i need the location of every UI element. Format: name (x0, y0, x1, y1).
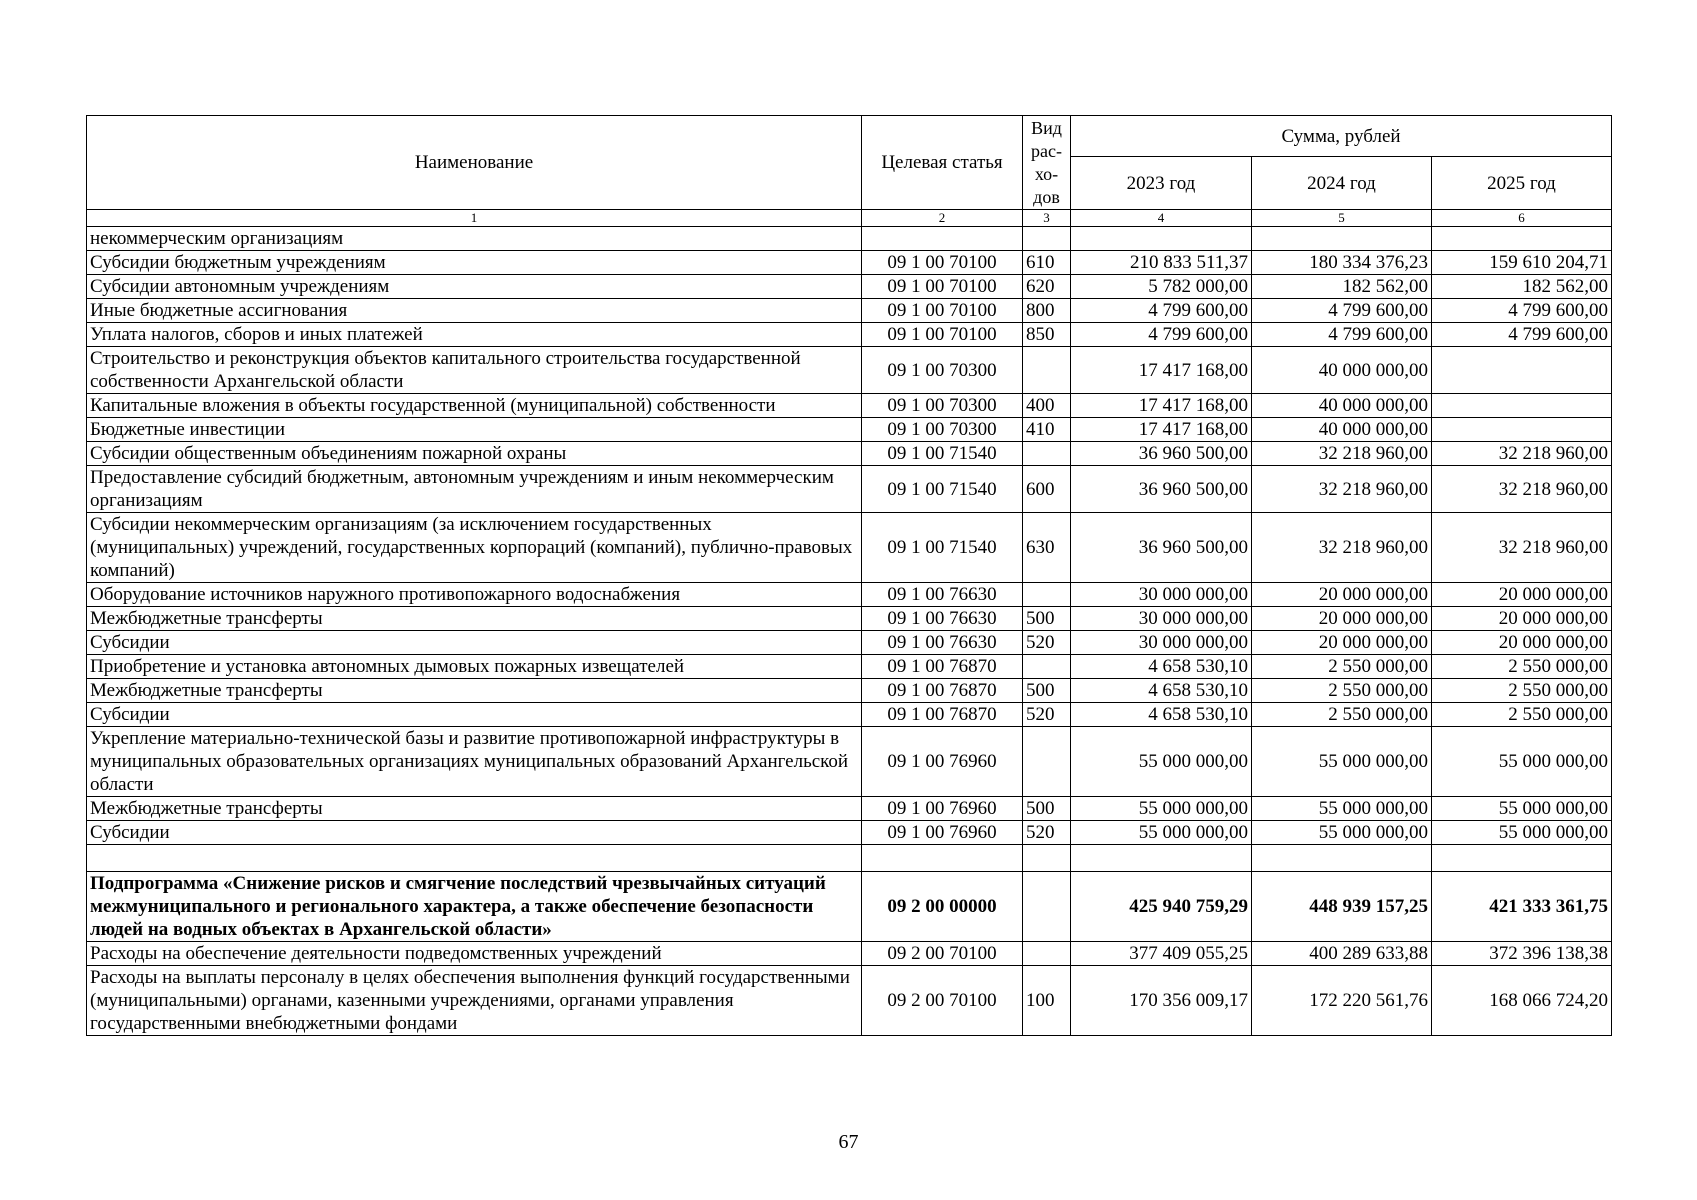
row-expense-type: 500 (1023, 797, 1071, 821)
header-sum: Сумма, рублей (1071, 116, 1612, 157)
row-amount-2025: 32 218 960,00 (1432, 442, 1612, 466)
row-name: Бюджетные инвестиции (87, 418, 862, 442)
row-amount-2025: 32 218 960,00 (1432, 466, 1612, 513)
row-name: Расходы на обеспечение деятельности подведомственных учреждений (87, 942, 862, 966)
row-target-article: 09 1 00 76630 (862, 583, 1023, 607)
row-amount-2024: 4 799 600,00 (1252, 299, 1432, 323)
row-amount-2023: 5 782 000,00 (1071, 275, 1252, 299)
row-amount-2024: 20 000 000,00 (1252, 583, 1432, 607)
row-amount-2024: 172 220 561,76 (1252, 966, 1432, 1036)
table-row (87, 727, 1612, 797)
table-row (87, 251, 1612, 275)
row-target-article: 09 1 00 70100 (862, 275, 1023, 299)
row-amount-2025 (1432, 845, 1612, 872)
table-row (87, 583, 1612, 607)
row-amount-2025: 421 333 361,75 (1432, 872, 1612, 942)
row-amount-2024: 4 799 600,00 (1252, 323, 1432, 347)
table-row (87, 821, 1612, 845)
row-amount-2025 (1432, 347, 1612, 394)
row-amount-2023: 4 658 530,10 (1071, 679, 1252, 703)
row-amount-2024: 2 550 000,00 (1252, 655, 1432, 679)
row-amount-2025: 2 550 000,00 (1432, 679, 1612, 703)
row-name: Капитальные вложения в объекты государственной (муниципальной) собственности (87, 394, 862, 418)
row-expense-type (1023, 442, 1071, 466)
header-name: Наименование (87, 116, 862, 210)
row-amount-2023: 36 960 500,00 (1071, 466, 1252, 513)
row-expense-type: 410 (1023, 418, 1071, 442)
row-amount-2023: 30 000 000,00 (1071, 607, 1252, 631)
row-expense-type (1023, 872, 1071, 942)
row-amount-2025: 372 396 138,38 (1432, 942, 1612, 966)
table-row (87, 418, 1612, 442)
row-amount-2023: 55 000 000,00 (1071, 821, 1252, 845)
row-expense-type: 610 (1023, 251, 1071, 275)
row-amount-2023: 30 000 000,00 (1071, 631, 1252, 655)
row-amount-2025: 32 218 960,00 (1432, 513, 1612, 583)
row-name: Расходы на выплаты персоналу в целях обеспечения выполнения функций государственными (муниципальными) органами, казенными учреждениями, органами управления государственными внебюджетными фондами (87, 966, 862, 1036)
row-target-article: 09 1 00 71540 (862, 513, 1023, 583)
row-name: Уплата налогов, сборов и иных платежей (87, 323, 862, 347)
header-year-2025: 2025 год (1432, 157, 1612, 210)
row-amount-2024: 448 939 157,25 (1252, 872, 1432, 942)
row-target-article (862, 845, 1023, 872)
row-amount-2023: 36 960 500,00 (1071, 513, 1252, 583)
row-name (87, 845, 862, 872)
header-expense-type-line: хо- (1034, 163, 1059, 184)
header-expense-type-line: дов (1033, 186, 1060, 207)
row-amount-2023: 55 000 000,00 (1071, 797, 1252, 821)
row-target-article: 09 1 00 70300 (862, 394, 1023, 418)
row-name: Подпрограмма «Снижение рисков и смягчение последствий чрезвычайных ситуаций межмуниципального и регионального характера, а также обеспечение безопасности людей на водных объектах в Архангельской области» (87, 872, 862, 942)
row-amount-2024: 32 218 960,00 (1252, 442, 1432, 466)
row-amount-2023: 377 409 055,25 (1071, 942, 1252, 966)
row-amount-2025: 20 000 000,00 (1432, 607, 1612, 631)
row-target-article: 09 1 00 76870 (862, 655, 1023, 679)
row-expense-type (1023, 942, 1071, 966)
row-target-article: 09 2 00 70100 (862, 942, 1023, 966)
row-amount-2025: 55 000 000,00 (1432, 797, 1612, 821)
column-number: 2 (862, 210, 1023, 227)
header-expense-type (1023, 116, 1071, 210)
table-row (87, 942, 1612, 966)
row-expense-type: 620 (1023, 275, 1071, 299)
table-row (87, 872, 1612, 942)
row-expense-type (1023, 347, 1071, 394)
column-number: 5 (1252, 210, 1432, 227)
row-name: Строительство и реконструкция объектов капитального строительства государственной собственности Архангельской области (87, 347, 862, 394)
row-target-article: 09 1 00 70100 (862, 251, 1023, 275)
row-expense-type: 850 (1023, 323, 1071, 347)
header-expense-type-line: рас- (1031, 140, 1062, 161)
row-amount-2024: 182 562,00 (1252, 275, 1432, 299)
table-row (87, 323, 1612, 347)
row-expense-type (1023, 727, 1071, 797)
row-expense-type (1023, 227, 1071, 251)
row-amount-2024: 40 000 000,00 (1252, 347, 1432, 394)
row-amount-2023 (1071, 227, 1252, 251)
table-row (87, 631, 1612, 655)
table-row (87, 442, 1612, 466)
row-expense-type (1023, 655, 1071, 679)
row-name: Приобретение и установка автономных дымовых пожарных извещателей (87, 655, 862, 679)
row-expense-type: 600 (1023, 466, 1071, 513)
row-name: некоммерческим организациям (87, 227, 862, 251)
table-row (87, 227, 1612, 251)
row-amount-2024: 55 000 000,00 (1252, 797, 1432, 821)
row-target-article: 09 1 00 71540 (862, 442, 1023, 466)
row-amount-2024: 20 000 000,00 (1252, 607, 1432, 631)
row-amount-2023: 55 000 000,00 (1071, 727, 1252, 797)
row-name: Оборудование источников наружного противопожарного водоснабжения (87, 583, 862, 607)
row-amount-2025 (1432, 227, 1612, 251)
row-expense-type: 100 (1023, 966, 1071, 1036)
row-amount-2024: 32 218 960,00 (1252, 513, 1432, 583)
table-row (87, 607, 1612, 631)
column-number: 6 (1432, 210, 1612, 227)
row-target-article: 09 1 00 70300 (862, 418, 1023, 442)
row-name: Укрепление материально-технической базы и развитие противопожарной инфраструктуры в муниципальных образовательных организациях муниципальных образований Архангельской области (87, 727, 862, 797)
row-target-article: 09 1 00 70100 (862, 323, 1023, 347)
row-amount-2025: 4 799 600,00 (1432, 299, 1612, 323)
row-target-article: 09 1 00 76960 (862, 821, 1023, 845)
row-target-article: 09 1 00 76630 (862, 607, 1023, 631)
table-row (87, 797, 1612, 821)
row-amount-2025: 182 562,00 (1432, 275, 1612, 299)
row-amount-2024: 400 289 633,88 (1252, 942, 1432, 966)
row-name: Межбюджетные трансферты (87, 607, 862, 631)
header-target-article: Целевая статья (862, 116, 1023, 210)
table-row (87, 347, 1612, 394)
row-name: Предоставление субсидий бюджетным, автономным учреждениям и иным некоммерческим организациям (87, 466, 862, 513)
table-row (87, 845, 1612, 872)
row-amount-2023: 4 658 530,10 (1071, 703, 1252, 727)
row-name: Субсидии общественным объединениям пожарной охраны (87, 442, 862, 466)
table-row (87, 966, 1612, 1036)
header-expense-type-line: Вид (1031, 117, 1062, 138)
row-expense-type: 520 (1023, 703, 1071, 727)
row-target-article: 09 1 00 70100 (862, 299, 1023, 323)
column-number: 3 (1023, 210, 1071, 227)
table-row (87, 679, 1612, 703)
row-amount-2025: 2 550 000,00 (1432, 655, 1612, 679)
row-amount-2024: 20 000 000,00 (1252, 631, 1432, 655)
row-amount-2025 (1432, 394, 1612, 418)
row-amount-2023: 4 799 600,00 (1071, 299, 1252, 323)
row-amount-2025: 159 610 204,71 (1432, 251, 1612, 275)
row-amount-2025: 20 000 000,00 (1432, 631, 1612, 655)
row-amount-2024 (1252, 845, 1432, 872)
column-number: 4 (1071, 210, 1252, 227)
row-target-article: 09 1 00 76870 (862, 703, 1023, 727)
row-amount-2023: 4 658 530,10 (1071, 655, 1252, 679)
row-amount-2024: 2 550 000,00 (1252, 703, 1432, 727)
table-row (87, 299, 1612, 323)
row-amount-2025: 20 000 000,00 (1432, 583, 1612, 607)
row-target-article (862, 227, 1023, 251)
row-target-article: 09 1 00 76630 (862, 631, 1023, 655)
header-year-2023: 2023 год (1071, 157, 1252, 210)
row-name: Субсидии бюджетным учреждениям (87, 251, 862, 275)
row-name: Иные бюджетные ассигнования (87, 299, 862, 323)
row-amount-2024: 40 000 000,00 (1252, 418, 1432, 442)
header-year-2024: 2024 год (1252, 157, 1432, 210)
row-amount-2025: 55 000 000,00 (1432, 821, 1612, 845)
row-expense-type: 800 (1023, 299, 1071, 323)
row-amount-2023 (1071, 845, 1252, 872)
row-expense-type: 500 (1023, 607, 1071, 631)
row-target-article: 09 2 00 00000 (862, 872, 1023, 942)
row-target-article: 09 1 00 76960 (862, 727, 1023, 797)
table-row (87, 513, 1612, 583)
row-amount-2024: 2 550 000,00 (1252, 679, 1432, 703)
row-name: Субсидии (87, 703, 862, 727)
row-expense-type: 500 (1023, 679, 1071, 703)
row-name: Межбюджетные трансферты (87, 797, 862, 821)
table-row (87, 275, 1612, 299)
budget-table (86, 115, 1612, 1036)
row-amount-2025: 2 550 000,00 (1432, 703, 1612, 727)
row-amount-2025: 55 000 000,00 (1432, 727, 1612, 797)
row-target-article: 09 1 00 70300 (862, 347, 1023, 394)
row-amount-2023: 425 940 759,29 (1071, 872, 1252, 942)
table-body (87, 227, 1612, 1036)
row-amount-2025: 4 799 600,00 (1432, 323, 1612, 347)
row-name: Субсидии автономным учреждениям (87, 275, 862, 299)
row-name: Субсидии некоммерческим организациям (за исключением государственных (муниципальных) учреждений, государственных корпораций (компаний), публично-правовых компаний) (87, 513, 862, 583)
row-expense-type: 520 (1023, 631, 1071, 655)
row-amount-2023: 17 417 168,00 (1071, 347, 1252, 394)
row-expense-type (1023, 583, 1071, 607)
row-amount-2023: 4 799 600,00 (1071, 323, 1252, 347)
row-amount-2023: 30 000 000,00 (1071, 583, 1252, 607)
page-number: 67 (838, 1131, 859, 1153)
row-amount-2023: 17 417 168,00 (1071, 394, 1252, 418)
row-amount-2024 (1252, 227, 1432, 251)
row-target-article: 09 1 00 71540 (862, 466, 1023, 513)
row-amount-2025 (1432, 418, 1612, 442)
row-expense-type (1023, 845, 1071, 872)
row-amount-2023: 210 833 511,37 (1071, 251, 1252, 275)
row-expense-type: 400 (1023, 394, 1071, 418)
row-amount-2024: 40 000 000,00 (1252, 394, 1432, 418)
row-name: Межбюджетные трансферты (87, 679, 862, 703)
row-target-article: 09 2 00 70100 (862, 966, 1023, 1036)
header-row-1 (87, 116, 1612, 157)
row-name: Субсидии (87, 821, 862, 845)
row-amount-2023: 17 417 168,00 (1071, 418, 1252, 442)
row-amount-2024: 55 000 000,00 (1252, 727, 1432, 797)
row-amount-2024: 32 218 960,00 (1252, 466, 1432, 513)
row-amount-2023: 36 960 500,00 (1071, 442, 1252, 466)
column-number-row (87, 210, 1612, 227)
table-row (87, 466, 1612, 513)
table-row (87, 655, 1612, 679)
column-number: 1 (87, 210, 862, 227)
row-amount-2024: 180 334 376,23 (1252, 251, 1432, 275)
table-row (87, 394, 1612, 418)
row-target-article: 09 1 00 76870 (862, 679, 1023, 703)
row-amount-2024: 55 000 000,00 (1252, 821, 1432, 845)
row-name: Субсидии (87, 631, 862, 655)
row-expense-type: 520 (1023, 821, 1071, 845)
row-target-article: 09 1 00 76960 (862, 797, 1023, 821)
row-amount-2025: 168 066 724,20 (1432, 966, 1612, 1036)
row-expense-type: 630 (1023, 513, 1071, 583)
table-row (87, 703, 1612, 727)
row-amount-2023: 170 356 009,17 (1071, 966, 1252, 1036)
